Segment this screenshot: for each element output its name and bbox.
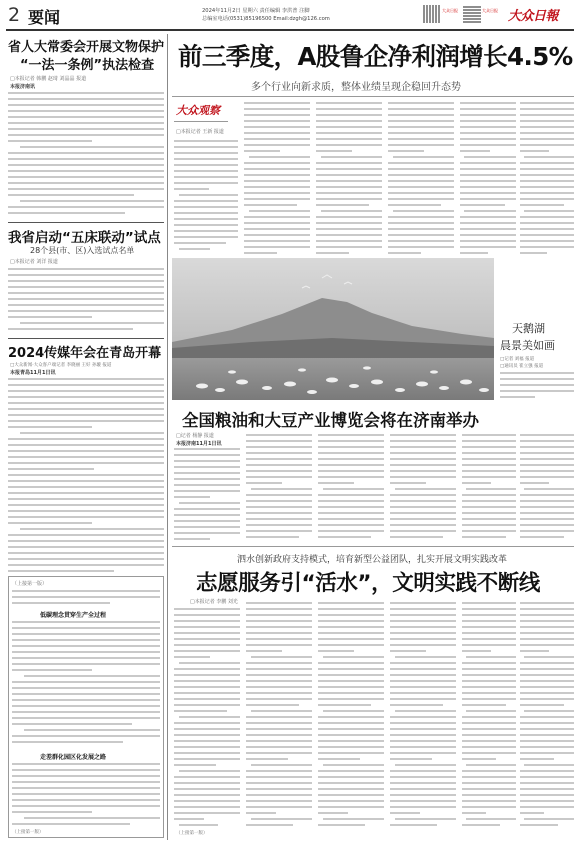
article2-subhead: 28个县(市、区)入选试点名单 (30, 246, 135, 255)
expo-dateline: 本报济南11月1日讯 (176, 441, 222, 447)
text-line (318, 534, 384, 540)
volunteer-column-1 (174, 606, 240, 828)
article1-byline: □本报记者 韩鹏 赵琦 刘晶晶 报道 (10, 76, 87, 82)
lead-column-1 (174, 138, 238, 256)
text-line (390, 822, 456, 828)
article3-headline: 2024传媒年会在青岛开幕 (8, 346, 162, 361)
continuation-intro (12, 588, 160, 608)
expo-column-2 (246, 432, 312, 542)
photo-byline: □记者 刘福 报道 (500, 357, 535, 362)
text-line (12, 821, 160, 827)
text-line (316, 250, 382, 256)
text-line (520, 250, 574, 256)
lead-column-6 (520, 100, 574, 256)
article1-headline-line1: 省人大常委会开展文物保护 (8, 40, 165, 55)
text-line (12, 600, 160, 606)
text-line (246, 534, 312, 540)
article3-body-cont (8, 472, 164, 574)
article3-dateline: 本报青岛11月1日讯 (10, 370, 56, 376)
text-line (460, 250, 516, 256)
page-number: 2 (8, 4, 21, 26)
volunteer-column-5 (462, 600, 516, 828)
volunteer-column-3 (318, 600, 384, 828)
article2-headline: 我省启动“五床联动”试点 (8, 230, 161, 246)
volunteer-column-6 (520, 600, 574, 828)
expo-byline: □记者 杨静 报道 (176, 433, 214, 439)
text-line (12, 739, 160, 745)
volunteer-column-4 (390, 600, 456, 828)
text-line (244, 250, 310, 256)
contact-line: 总编室电话(0531)85196500 Email:dzgh@126.com (202, 16, 330, 22)
photo-caption-title: 天鹅湖 (512, 322, 545, 335)
bottom-continuation-tag: （上接第一版） (176, 831, 208, 836)
article2-rule (8, 338, 164, 339)
text-line (8, 326, 164, 332)
volunteer-byline: □本报记者 李鹏 刘光 (190, 599, 238, 605)
swan-lake-image (172, 258, 494, 400)
expo-column-3 (318, 432, 384, 542)
qr-label-1: 大众日报 (442, 8, 458, 13)
text-line (520, 534, 574, 540)
qr-code-1 (423, 5, 441, 23)
section-label: 要闻 (28, 8, 61, 27)
expo-rule (172, 546, 574, 547)
text-line (174, 822, 240, 828)
article1-body (8, 90, 164, 218)
expo-column-6 (520, 432, 574, 542)
lead-subhead: 多个行业向新求质，整体业绩呈现企稳回升态势 (251, 82, 461, 93)
observation-logo-block (174, 100, 228, 122)
article2-byline: □本报记者 刘洋 报道 (10, 259, 58, 265)
article1-headline-line2: “一法一条例”执法检查 (20, 58, 155, 73)
date-line: 2024年11月2日 星期六 责任编辑 李洪普 注脚 (202, 8, 310, 14)
article1-rule (8, 222, 164, 223)
lead-headline: 前三季度，A股鲁企净利润增长4.5% (178, 42, 573, 71)
photo-credit: □通讯员 崔立强 报道 (500, 364, 544, 369)
photo-caption-title-2: 晨景美如画 (500, 339, 555, 352)
volunteer-column-2 (246, 600, 312, 828)
text-line (462, 822, 516, 828)
masthead (0, 0, 580, 30)
text-line (500, 394, 574, 400)
observation-logo: 大众观察 (176, 104, 220, 117)
continuation-body-1 (12, 619, 160, 747)
text-line (246, 822, 312, 828)
expo-column-5 (462, 432, 516, 542)
qr-label-2: 大众日报 (482, 8, 498, 13)
lead-column-5 (460, 100, 516, 256)
text-line (8, 568, 164, 574)
lead-rule (172, 96, 574, 97)
text-line (174, 246, 238, 252)
article2-body (8, 266, 164, 336)
volunteer-kicker: 泗水创新政府支持模式，培育新型公益团队，扎实开展文明实践改革 (237, 555, 508, 565)
newspaper-logo: 大众日報 (508, 9, 559, 24)
masthead-rule (6, 29, 574, 31)
expo-headline: 全国粮油和大豆产业博览会将在济南举办 (182, 411, 479, 430)
continuation-title-2: 走差群化园区化发展之路 (40, 754, 107, 761)
continuation-title-1: 低碳理念贯穿生产全过程 (40, 612, 107, 619)
photo-caption-text (500, 370, 574, 400)
article3-byline: □大众新闻·大众客户端记者 李晓丽 王好 孙璇 报道 (10, 363, 112, 368)
lead-column-4 (388, 100, 454, 256)
text-line (318, 822, 384, 828)
volunteer-headline: 志愿服务引“活水”，文明实践不断线 (196, 571, 540, 596)
left-column-divider (167, 34, 168, 840)
continuation-body-2 (12, 761, 160, 827)
article3-body (8, 376, 164, 472)
lead-column-3 (316, 100, 382, 256)
expo-column-4 (390, 432, 456, 542)
qr-code-2 (463, 5, 481, 23)
text-line (520, 822, 574, 828)
text-line (462, 534, 516, 540)
text-line (174, 536, 240, 542)
observation-byline: □本报记者 王新 报道 (176, 129, 224, 135)
continuation-header: （上接第一版） (12, 581, 48, 587)
lead-column-2 (244, 100, 310, 256)
article1-dateline: 本报济南讯 (10, 84, 36, 90)
continuation-footer: （上接第一版） (12, 830, 44, 835)
text-line (388, 250, 454, 256)
expo-column-1 (174, 446, 240, 542)
text-line (390, 534, 456, 540)
swan-lake-photo (172, 258, 494, 400)
text-line (8, 210, 164, 216)
